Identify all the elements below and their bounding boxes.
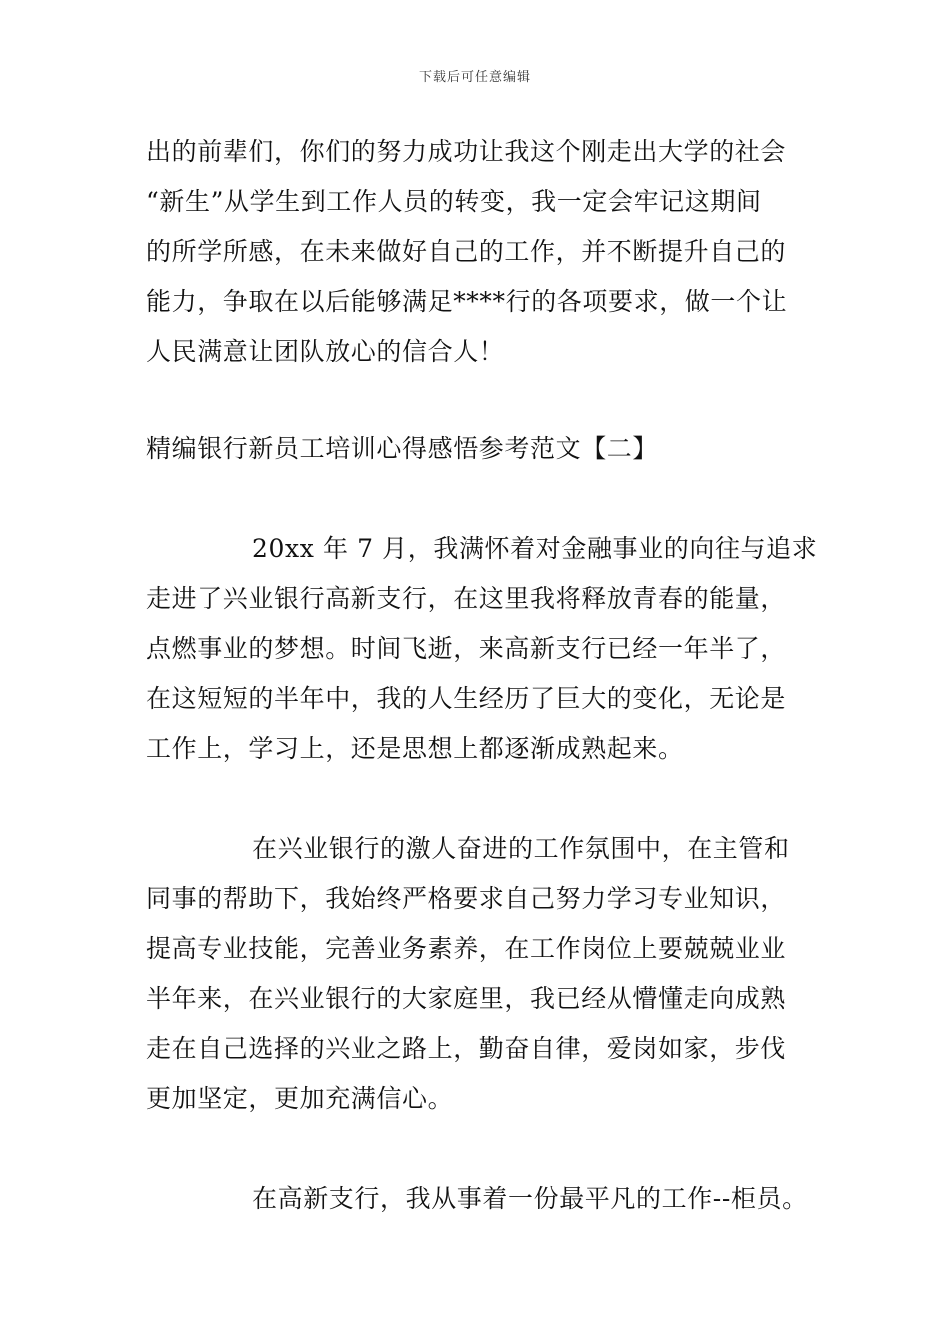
- paragraph-line: 更加坚定，更加充满信心。: [146, 1084, 454, 1113]
- document-body: [146, 127, 826, 1224]
- paragraph-line: 人民满意让团队放心的信合人！: [146, 337, 505, 366]
- paragraph-1: [146, 127, 826, 377]
- paragraph-spacer: [146, 377, 826, 424]
- paragraph-line: “新生”从学生到工作人员的转变，我一定会牢记这期间: [146, 187, 762, 216]
- paragraph-line: 点燃事业的梦想。时间飞逝，来高新支行已经一年半了，: [146, 634, 787, 663]
- page-header-note: 下载后可任意编辑: [418, 70, 531, 85]
- paragraph-line: 提高专业技能，完善业务素养，在工作岗位上要兢兢业业: [146, 934, 787, 963]
- paragraph-line: 出的前辈们，你们的努力成功让我这个刚走出大学的社会: [146, 137, 787, 166]
- paragraph-line: 半年来，在兴业银行的大家庭里，我已经从懵懂走向成熟: [146, 984, 787, 1013]
- paragraph-line: 在高新支行，我从事着一份最平凡的工作--柜员。: [252, 1184, 808, 1213]
- paragraph-spacer: [146, 1124, 826, 1174]
- paragraph-2: [146, 524, 826, 774]
- paragraph-4: [146, 1174, 826, 1224]
- paragraph-line: 能力，争取在以后能够满足****行的各项要求，做一个让: [146, 287, 788, 316]
- paragraph-line: 走进了兴业银行高新支行，在这里我将释放青春的能量，: [146, 584, 787, 613]
- paragraph-line: 20xx 年 7 月，我满怀着对金融事业的向往与追求: [252, 534, 818, 563]
- paragraph-line: 的所学所感，在未来做好自己的工作，并不断提升自己的: [146, 237, 787, 266]
- paragraph-line: 工作上，学习上，还是思想上都逐渐成熟起来。: [146, 734, 684, 763]
- paragraph-line: 同事的帮助下，我始终严格要求自己努力学习专业知识，: [146, 884, 787, 913]
- paragraph-line: 走在自己选择的兴业之路上，勤奋自律，爱岗如家，步伐: [146, 1034, 787, 1063]
- paragraph-spacer: [146, 774, 826, 824]
- paragraph-spacer: [146, 474, 826, 524]
- section-title: 精编银行新员工培训心得感悟参考范文【二】: [146, 434, 659, 463]
- paragraph-3: [146, 824, 826, 1124]
- paragraph-line: 在兴业银行的激人奋进的工作氛围中，在主管和: [252, 834, 790, 863]
- paragraph-line: 在这短短的半年中，我的人生经历了巨大的变化，无论是: [146, 684, 787, 713]
